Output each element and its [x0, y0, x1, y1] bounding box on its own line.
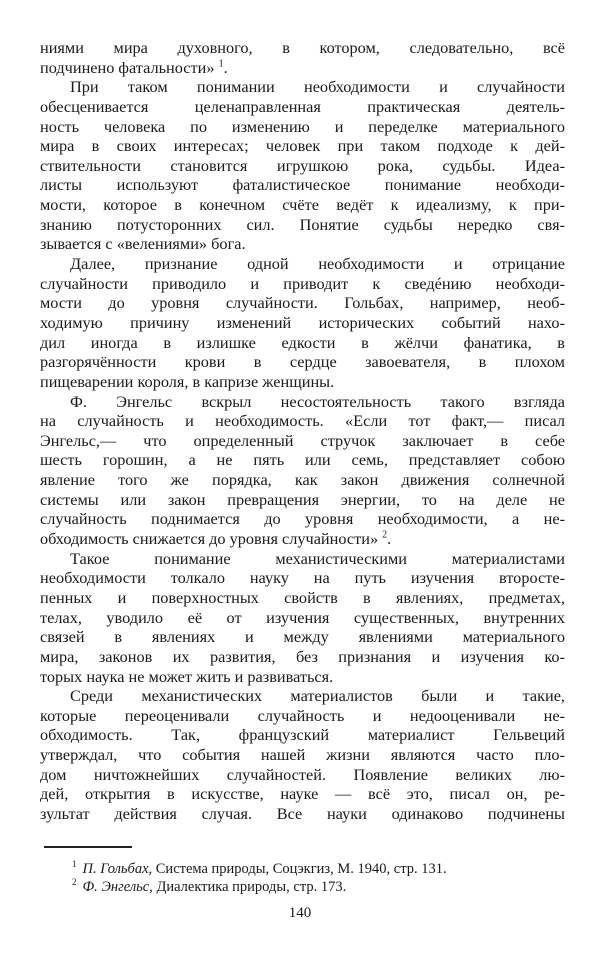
- text-line: [40, 372, 565, 392]
- text-line: [40, 608, 565, 628]
- footnote-text: Диалектика природы, стр. 173.: [156, 879, 347, 895]
- line-text: Такое понимание механистическими материалистами: [70, 548, 565, 568]
- text-line: [40, 470, 565, 490]
- text-line: [40, 97, 565, 117]
- line-text: на случайность и необходимость. «Если тот факт,— писал: [40, 411, 565, 431]
- line-text: торых наука не может жить и развиваться.: [40, 666, 334, 686]
- line-text: ходимую причину изменений исторических событий нахо-: [40, 312, 565, 332]
- text-line: [40, 490, 565, 510]
- text-line: [40, 58, 565, 78]
- text-line: [40, 784, 565, 804]
- line-text: Далее, признание одной необходимости и отрицание: [70, 254, 565, 274]
- line-text: листы используют фаталистическое понимание необходи-: [40, 175, 565, 195]
- line-text: шесть горошин, а не пять или семь, представляет собою: [40, 450, 565, 470]
- line-text: явление того же порядка, как закон движения солнечной: [40, 470, 565, 490]
- body-text: [40, 38, 565, 824]
- text-line: [40, 450, 565, 470]
- footnote-text: Система природы, Соцэкгиз, М. 1940, стр. 131.: [155, 861, 447, 877]
- text-line: [40, 77, 565, 97]
- line-text: ность человека по изменению и переделке материального: [40, 116, 565, 136]
- paragraph: [40, 549, 565, 686]
- line-text: зультат действия случая. Все науки одинаково подчинены: [40, 803, 565, 823]
- text-line: [40, 549, 565, 569]
- line-text: мости до уровня случайности. Гольбах, например, необ-: [40, 293, 565, 313]
- line-text: ниями мира духовного, в котором, следовательно, всё: [40, 38, 565, 57]
- text-line: [40, 293, 565, 313]
- text-line: [40, 509, 565, 529]
- line-text: При таком понимании необходимости и случайности: [70, 77, 565, 97]
- text-line: [40, 725, 565, 745]
- text-line: [40, 647, 565, 667]
- text-line: [40, 804, 565, 824]
- text-line: [40, 313, 565, 333]
- line-text: случайности приводило и приводит к сведéнию необходи-: [40, 273, 565, 293]
- line-text: утверждал, что события нашей жизни являются часто пло-: [40, 745, 565, 765]
- text-line: [40, 431, 565, 451]
- text-line: [40, 215, 565, 235]
- footnote-1: [72, 860, 447, 878]
- footnote-reference[interactable]: 2: [382, 529, 388, 541]
- paragraph: [40, 254, 565, 391]
- text-line: [40, 588, 565, 608]
- line-text: мира в своих интересах; человек при таком подходе к дей-: [40, 136, 565, 156]
- text-line: [40, 627, 565, 647]
- text-line: [40, 706, 565, 726]
- footnote-author: Ф. Энгельс,: [82, 879, 153, 895]
- line-text: необходимости толкало науку на путь изучения второсте-: [40, 568, 565, 588]
- line-text: которые переоценивали случайность и недооценивали не-: [40, 705, 565, 725]
- line-text: ствительности становится игрушкою рока, судьбы. Идеа-: [40, 155, 565, 175]
- line-text: телах, уводило её от изучения существенных, внутренних: [40, 607, 565, 627]
- line-text: мости, которое в конечном счёте ведёт к идеализму, к при-: [40, 195, 565, 215]
- text-line: [40, 274, 565, 294]
- footnote-number: 1: [72, 859, 77, 870]
- line-text: системы или закон превращения энергии, то на деле не: [40, 489, 565, 509]
- footnote-2: [72, 878, 447, 896]
- line-text: дом ничтожнейших случайностей. Появление великих лю-: [40, 764, 565, 784]
- text-line: [40, 38, 565, 58]
- paragraph: [40, 686, 565, 823]
- line-text: связей в явлениях и между явлениями материального: [40, 627, 565, 647]
- line-text: знанию потусторонних сил. Понятие судьбы нередко свя-: [40, 214, 565, 234]
- line-text: обходимость. Так, французский материалист Гельвеций: [40, 725, 565, 745]
- text-line: [40, 195, 565, 215]
- text-line: [40, 765, 565, 785]
- text-line: [40, 667, 565, 687]
- line-text: разгорячённости крови в сердце завоевателя, в плохом: [40, 352, 565, 372]
- text-line: [40, 117, 565, 137]
- paragraph: [40, 77, 565, 254]
- text-line: [40, 529, 565, 549]
- footnote-divider: [44, 846, 132, 848]
- line-text: Среди механистических материалистов были и такие,: [70, 686, 565, 706]
- text-line: [40, 333, 565, 353]
- paragraph: [40, 38, 565, 77]
- text-line: [40, 254, 565, 274]
- footnote-number: 2: [72, 877, 77, 888]
- line-text: пенных и поверхностных свойств в явлениях, предметах,: [40, 587, 565, 607]
- text-line: [40, 392, 565, 412]
- line-text: мира, законов их развития, без признания и изучения ко-: [40, 646, 565, 666]
- line-text: дей, открытия в искусстве, науке — всё это, писал он, ре-: [40, 784, 565, 804]
- text-line: [40, 175, 565, 195]
- page-number: 140: [288, 905, 312, 921]
- text-line: [40, 568, 565, 588]
- line-text: подчинено фатальности»: [40, 57, 215, 77]
- text-line: [40, 686, 565, 706]
- line-text: Ф. Энгельс вскрыл несостоятельность такого взгляда: [70, 391, 565, 411]
- line-text: пищеварении короля, в капризе женщины.: [40, 371, 335, 391]
- line-text: обходимость снижается до уровня случайности»: [40, 529, 379, 549]
- paragraph: [40, 392, 565, 549]
- text-line: [40, 136, 565, 156]
- line-text: Энгельс,— что определенный стручок заключает в себе: [40, 430, 565, 450]
- line-end: .: [387, 529, 392, 549]
- footnote-reference[interactable]: 1: [218, 58, 224, 70]
- line-text: обесценивается целенаправленная практическая деятель-: [40, 96, 565, 116]
- text-line: [40, 411, 565, 431]
- text-line: [40, 745, 565, 765]
- line-text: случайность поднимается до уровня необходимости, а не-: [40, 509, 565, 529]
- footnotes: [72, 860, 447, 896]
- line-end: .: [223, 57, 228, 77]
- line-text: дил иногда в излишке едкости в жёлчи фанатика, в: [40, 332, 565, 352]
- text-line: [40, 352, 565, 372]
- line-text: зывается с «велениями» бога.: [40, 234, 246, 254]
- footnote-author: П. Гольбах,: [82, 861, 153, 877]
- text-line: [40, 156, 565, 176]
- text-line: [40, 234, 565, 254]
